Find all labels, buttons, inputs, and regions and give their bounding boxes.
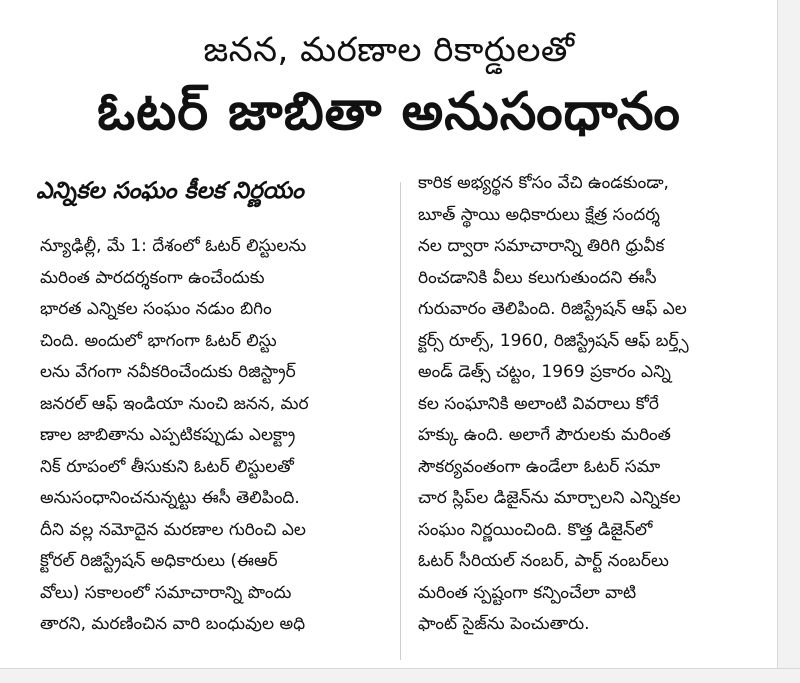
article-line: హక్కు ఉంది. అలాగే పౌరులకు మరింత [418,425,671,445]
article-line: అండ్ డెత్స్ చట్టం, 1969 ప్రకారం ఎన్ని [418,362,671,382]
article-line: సంఘం నిర్ణయించింది. కొత్త డిజైన్‌లో [418,519,653,540]
article-line: మరింత పారదర్శకంగా ఉంచేందుకు [40,267,265,288]
headline: ఓటర్ జాబితా అనుసంధానం [97,82,681,142]
article-line: లను వేగంగా నవీకరించేందుకు రిజిస్ట్రార్ [40,362,296,382]
article-line: బూత్ స్థాయి అధికారులు క్షేత్ర సందర్శ [418,204,660,225]
article-line: ఓటర్ సీరియల్ నంబర్, పార్ట్ నంబర్‌లు [418,551,669,571]
article-line: క్టర్స్ రూల్స్, 1960, రిజిస్ట్రేషన్ ఆఫ్ బర్త్స్ [418,330,689,351]
article-line: చింది. అందులో భాగంగా ఓటర్ లిస్టు [40,330,277,351]
article-line: వోలు) సకాలంలో సమాచారాన్ని పొందు [40,582,292,603]
article-line: నల ద్వారా సమాచారాన్ని తిరిగి ధ్రువీక [418,236,665,256]
kicker: ఎన్నికల సంఘం కీలక నిర్ణయం [36,178,304,204]
article-line: రించడానికి వీలు కలుగుతుందని ఈసీ [418,267,657,288]
article-line: జనరల్ ఆఫ్ ఇండియా నుంచి జనన, మర [40,393,309,414]
article-line: ఫాంట్ సైజ్‌ను పెంచుతారు. [418,614,590,634]
article-line: సౌకర్యవంతంగా ఉండేలా ఓటర్ సమా [418,456,661,477]
article-line: గురువారం తెలిపింది. రిజిస్ట్రేషన్ ఆఫ్ ఎల [418,299,687,319]
article-line: అనుసంధానించనున్నట్టు ఈసీ తెలిపింది. [40,488,300,508]
article-line: నిక్ రూపంలో తీసుకుని ఓటర్ లిస్టులతో [40,456,294,477]
article-line: క్టోరల్ రిజిస్ట్రేషన్ అధికారులు (ఈఆర్ [40,551,278,571]
column-divider [400,182,401,660]
article-line: కారిక అభ్యర్థన కోసం వేచి ఉండకుండా, [418,173,669,193]
article-line: కల సంఘానికి అలాంటి వివరాలు కోరే [418,393,660,414]
article-line: తారని, మరణించిన వారి బంధువుల అధి [40,614,306,634]
article-line: మరింత స్పష్టంగా కన్పించేలా వాటి [418,582,637,603]
article-line: దీని వల్ల నమోదైన మరణాల గురించి ఎల [40,519,306,540]
article-line: చార స్లిప్‌ల డిజైన్‌ను మార్చాలని ఎన్నికల [418,488,681,508]
subheadline: జనన, మరణాల రికార్డులతో [203,30,575,70]
article-line: భారత ఎన్నికల సంఘం నడుం బిగిం [40,299,272,319]
page-edge-bottom [0,668,800,683]
article-line: ణాల జాబితాను ఎప్పటికప్పుడు ఎలక్ట్రా [40,425,296,445]
page-edge-right [777,0,800,683]
article-line: న్యూఢిల్లీ, మే 1: దేశంలో ఓటర్ లిస్టులను [40,236,307,256]
